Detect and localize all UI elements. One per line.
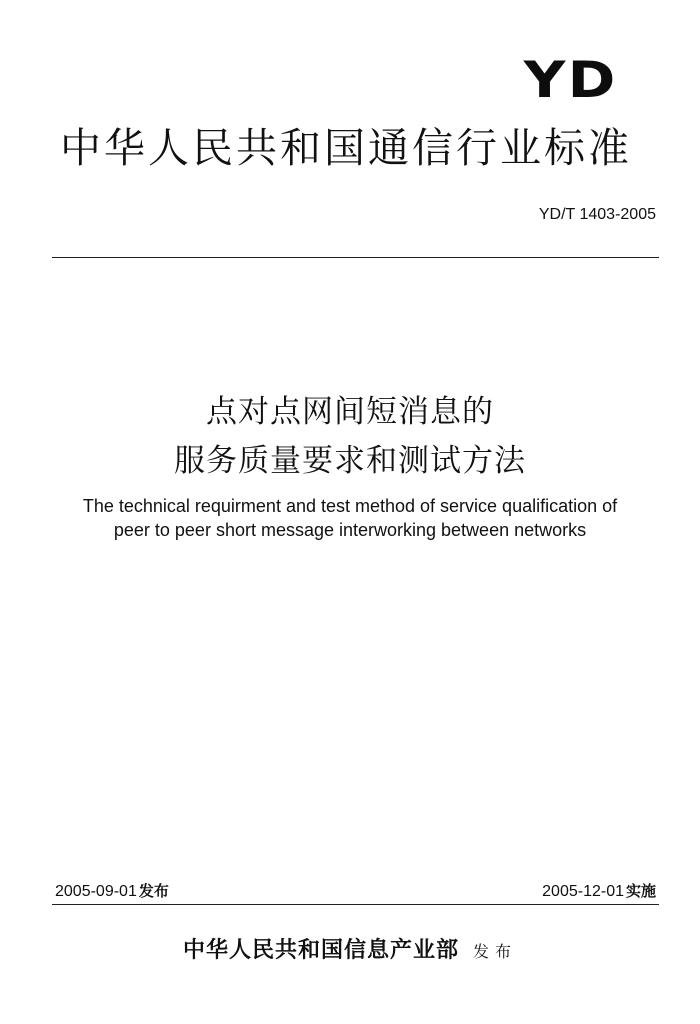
document-title-en-line1: The technical requirment and test method of service qualification of	[82, 496, 618, 516]
footer-divider	[52, 904, 659, 905]
publisher	[0, 935, 700, 967]
yd-logo: YD	[524, 51, 618, 109]
standard-number: YD/T 1403-2005	[538, 206, 656, 223]
effective-label: 实施	[625, 882, 656, 900]
document-title-en-line2: peer to peer short message interworking between networks	[113, 520, 587, 540]
header-divider	[52, 257, 659, 258]
issue-date-value: 2005-09-01	[55, 883, 137, 900]
document-title-cn-line1: 点对点网间短消息的	[206, 394, 494, 430]
publisher-action: 发布	[473, 942, 518, 961]
issue-date	[55, 881, 169, 902]
header-title: 中华人民共和国通信行业标准	[60, 124, 632, 172]
document-title-cn-line2: 服务质量要求和测试方法	[174, 443, 526, 479]
effective-date	[542, 881, 656, 902]
publisher-name: 中华人民共和国信息产业部	[182, 937, 459, 963]
effective-date-value: 2005-12-01	[542, 883, 624, 900]
issue-label: 发布	[138, 882, 169, 900]
